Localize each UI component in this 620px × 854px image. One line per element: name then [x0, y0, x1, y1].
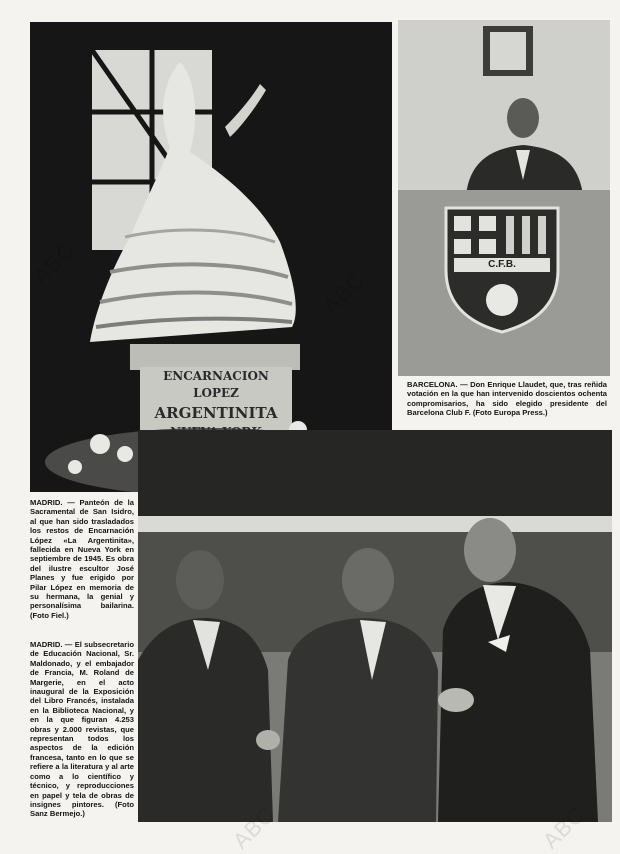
caption-exposicion-text: — El subsecretario de Educación Nacional, Sr. Maldonado, y el embajador de Francia, M. Roland de Margerie, en el acto inaugural de la Exposición del Libro Francés, instalada en la Biblioteca Nacional, y en la que figuran 4.253 obras y 2.000 revistas, que representan todos los aspectos de la edición francesa, tanto en lo que se refiere a la literatura y al arte como a lo científico y técnico, y reproducciones en papel y tela de obras de insignes pintores. — [30, 640, 134, 809]
watermark-3: ABC — [227, 801, 280, 854]
barcelona-illustration — [398, 20, 610, 376]
exposicion-illustration — [138, 430, 612, 822]
exposicion-photo — [138, 430, 612, 822]
caption-exposicion-credit: (Foto Sanz Bermejo.) — [30, 799, 134, 819]
caption-barcelona-credit: (Foto Europa Press.) — [472, 408, 548, 418]
plaque-line-1: ENCARNACION LOPEZ — [163, 369, 269, 400]
caption-madrid-exposicion — [30, 640, 134, 819]
barcelona-photo — [398, 20, 610, 376]
plaque-line-2: ARGENTINITA — [154, 404, 278, 422]
caption-exposicion-place: MADRID. — [30, 640, 63, 649]
caption-barcelona-text: — Don Enrique Llaudet, que, tras reñida votación en la que han intervenido doscientos ochenta compromisarios, ha sido elegido presidente del Barcelona Club F. — [407, 380, 607, 418]
crest-text: C.F.B. — [488, 259, 516, 270]
caption-barcelona-place: BARCELONA. — [407, 380, 458, 389]
caption-madrid-panteon — [30, 498, 134, 620]
monument-photo — [30, 22, 392, 492]
watermark-4: ABC — [537, 801, 590, 854]
caption-barcelona — [407, 380, 607, 418]
caption-panteon-text: — Panteón de la Sacramental de San Isidro, al que han sido trasladados los restos de Encarnación López «La Argentinita», fallecida en Nueva York en septiembre de 1945. Es obra del ilustre escultor José Planes y fue erigido por Pilar López en memoria de su hermana, la genial y personalísima bailarina. — [30, 498, 134, 611]
caption-panteon-credit: (Foto Fiel.) — [30, 610, 69, 620]
caption-panteon-place: MADRID. — [30, 498, 63, 507]
